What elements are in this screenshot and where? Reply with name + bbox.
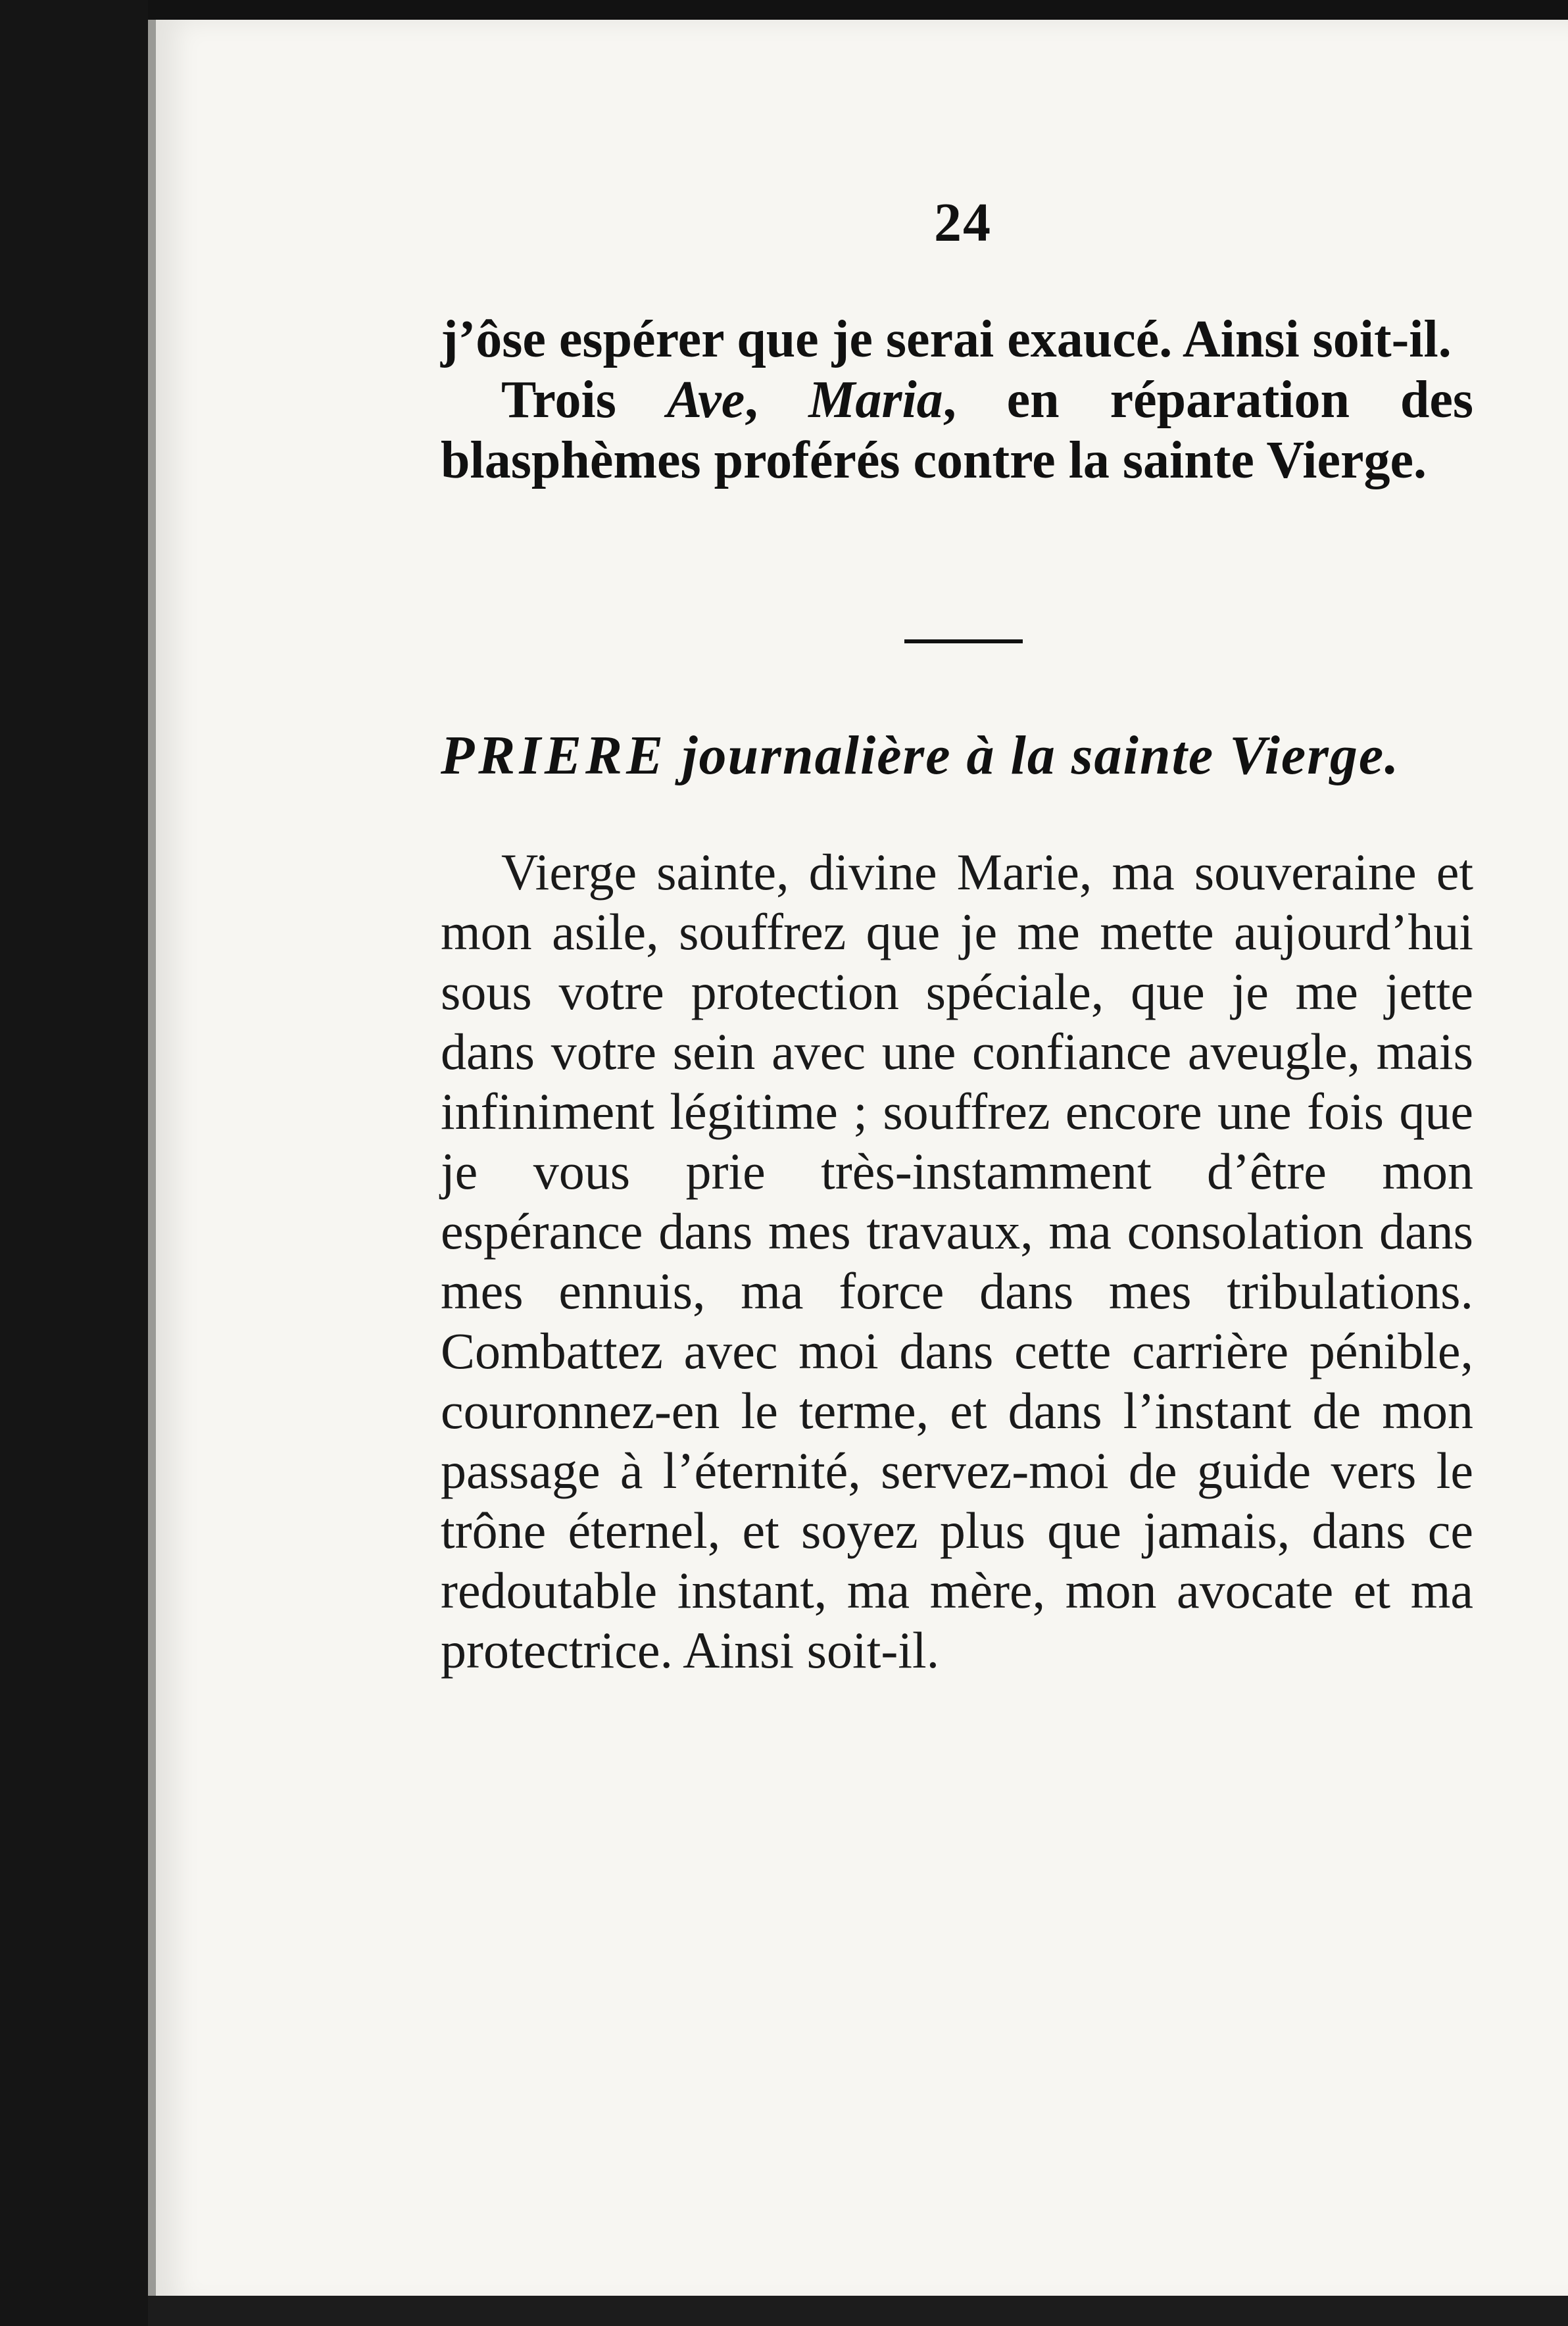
paragraph-comma: , <box>745 371 809 429</box>
section-divider <box>904 639 1023 643</box>
page-number: 24 <box>934 192 992 253</box>
paragraph-suffix: , en réparation des blasphèmes proférés contre la sainte Vierge. <box>441 371 1474 489</box>
paragraph-continuation: j’ôse espérer que je serai exaucé. Ainsi soit-il. <box>441 310 1452 368</box>
prayer-heading <box>441 724 1473 787</box>
prayer-text: Vierge sainte, divine Marie, ma souveraine et mon asile, souffrez que je me mette aujourd’hui sous votre protection spéciale, que je me jette dans votre sein avec une confiance aveugle, mais infiniment légitime ; souffrez encore une fois que je vous prie très-instamment d’être mon espérance dans mes travaux, ma consolation dans mes ennuis, ma force dans mes tribulations. Combattez avec moi dans cette carrière pénible, couronnez-en le terme, et dans l’instant de mon passage à l’éternité, servez-moi de guide vers le trône éternel, et soyez plus que jamais, dans ce redoutable instant, ma mère, mon avocate et ma protectrice. Ainsi soit-il. <box>441 843 1473 1679</box>
italic-maria: Maria <box>808 371 943 429</box>
paragraph-prefix: Trois <box>501 371 667 429</box>
paragraph-trois-ave-maria <box>441 370 1473 491</box>
prayer-body <box>441 842 1473 1680</box>
heading-rest: journalière à la sainte Vierge. <box>667 725 1400 786</box>
scan-border-bottom <box>148 2296 1568 2326</box>
heading-caps: PRIERE <box>441 725 668 786</box>
scan-border-top <box>0 0 1568 20</box>
scan-border-left <box>0 0 148 2326</box>
italic-ave: Ave <box>666 371 745 429</box>
opening-text <box>441 309 1473 491</box>
